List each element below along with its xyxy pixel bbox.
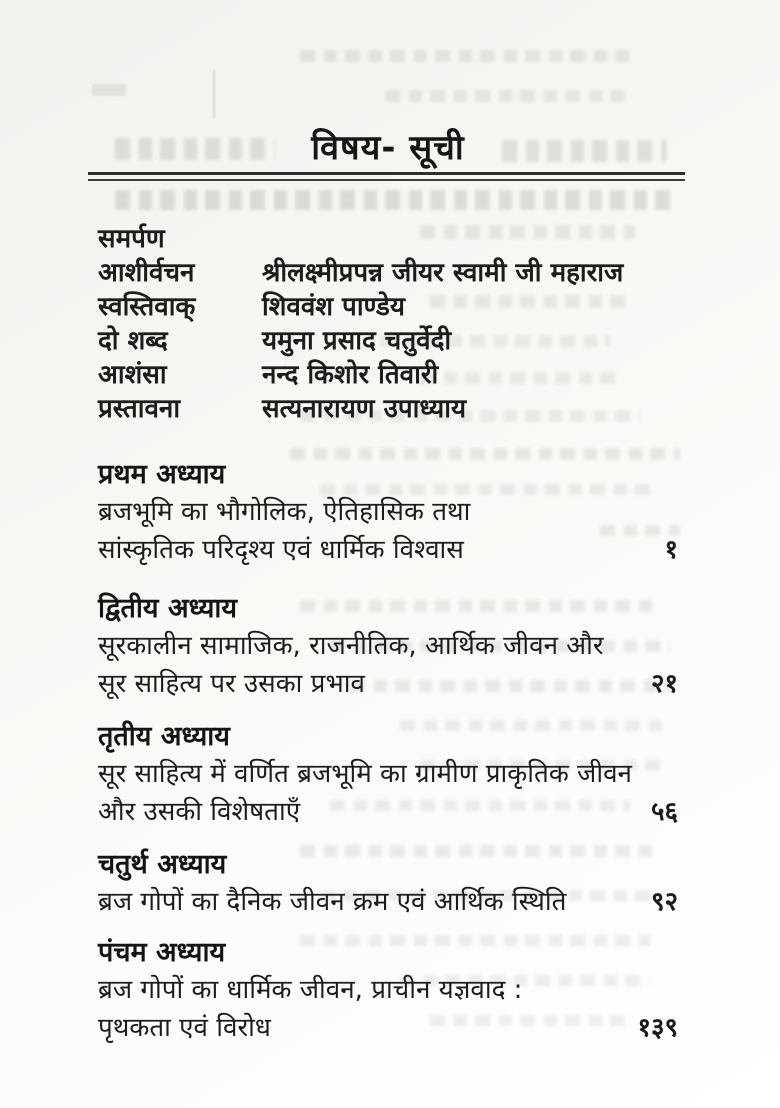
chapter-title-line: ब्रजभूमि का भौगोलिक, ऐतिहासिक तथा [98, 497, 471, 527]
front-matter-row-samarpan [98, 222, 678, 256]
front-matter-row-swastivak [98, 290, 678, 324]
front-matter-label: प्रस्तावना [98, 394, 181, 424]
chapter-title-line: सूर साहित्य में वर्णित ब्रजभूमि का ग्रामीण प्राकृतिक जीवन [98, 759, 632, 789]
front-matter-author: शिववंश पाण्डेय [262, 292, 405, 322]
page-title: विषय- सूची [311, 128, 465, 168]
chapter-page-number: १३९ [637, 1013, 678, 1043]
front-matter-list [98, 222, 678, 426]
chapter-heading: द्वितीय अध्याय [98, 593, 238, 624]
front-matter-label: स्वस्तिवाक् [98, 292, 196, 322]
toc-chapter-5 [98, 935, 678, 1047]
chapter-heading: चतुर्थ अध्याय [98, 849, 227, 880]
chapter-title-line: सूरकालीन सामाजिक, राजनीतिक, आर्थिक जीवन और [98, 631, 604, 661]
title-divider-rule-inner [88, 179, 685, 181]
front-matter-row-ashirvachan [98, 256, 678, 290]
chapter-title-lastline [98, 665, 678, 703]
front-matter-label: दो शब्द [98, 326, 168, 356]
front-matter-row-ashansa [98, 358, 678, 392]
chapter-page-number: १ [664, 535, 678, 565]
chapter-title-line: ब्रज गोपों का धार्मिक जीवन, प्राचीन यज्ञवाद : [98, 975, 523, 1005]
chapter-page-number: २१ [650, 669, 678, 699]
chapter-title-text: ब्रज गोपों का दैनिक जीवन क्रम एवं आर्थिक स्थिति [98, 887, 567, 917]
front-matter-author: नन्द किशोर तिवारी [262, 360, 439, 390]
chapter-title-text: सांस्कृतिक परिदृश्य एवं धार्मिक विश्वास [98, 535, 464, 565]
toc-chapter-2 [98, 591, 678, 703]
front-matter-author: यमुना प्रसाद चतुर्वेदी [262, 326, 452, 356]
chapter-heading: प्रथम अध्याय [98, 459, 226, 490]
chapter-title-text: और उसकी विशेषताएँ [98, 797, 301, 827]
chapter-heading: तृतीय अध्याय [98, 721, 230, 752]
front-matter-row-prastavana [98, 392, 678, 426]
chapter-title-text: सूर साहित्य पर उसका प्रभाव [98, 669, 365, 699]
front-matter-label: समर्पण [98, 224, 165, 254]
chapter-title-text: पृथकता एवं विरोध [98, 1013, 271, 1043]
toc-chapter-3 [98, 719, 678, 831]
toc-chapter-4 [98, 847, 678, 921]
toc-chapter-1 [98, 457, 678, 569]
toc-content [98, 0, 678, 1047]
front-matter-label: आशीर्वचन [98, 258, 195, 288]
front-matter-label: आशंसा [98, 360, 167, 390]
chapter-title-lastline [98, 883, 678, 921]
chapter-title-lastline [98, 1009, 678, 1047]
chapter-page-number: ५६ [650, 797, 678, 827]
front-matter-author: श्रीलक्ष्मीप्रपन्न जीयर स्वामी जी महाराज [262, 258, 624, 288]
title-divider-rule [88, 172, 685, 181]
front-matter-author: सत्यनारायण उपाध्याय [262, 394, 467, 424]
chapter-heading: पंचम अध्याय [98, 937, 226, 968]
chapter-page-number: ९२ [650, 887, 678, 917]
chapter-title-lastline [98, 793, 678, 831]
front-matter-row-do-shabd [98, 324, 678, 358]
chapter-title-lastline [98, 531, 678, 569]
